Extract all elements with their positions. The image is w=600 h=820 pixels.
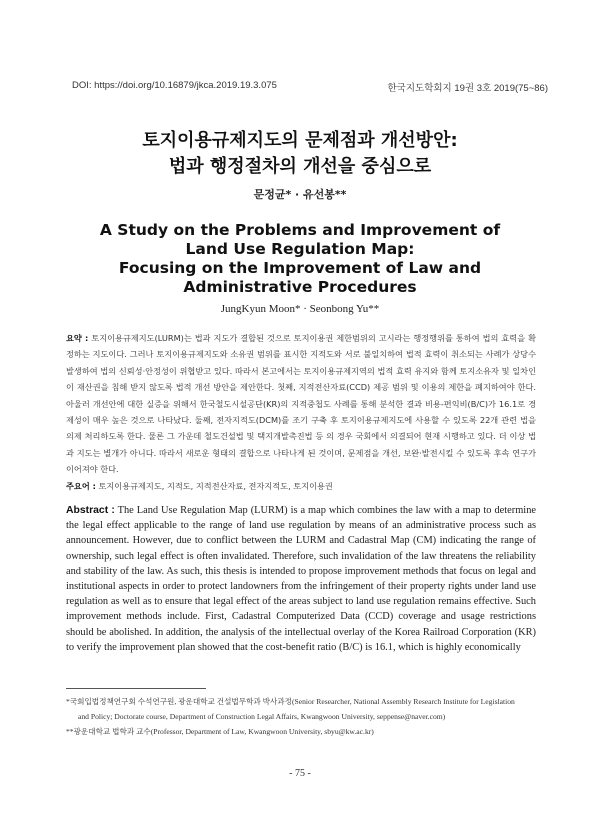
footnote-1 [66, 694, 540, 724]
english-title-line-1: A Study on the Problems and Improvement of [99, 221, 501, 239]
english-abstract-label: Abstract : [66, 505, 115, 516]
korean-authors: 문정균* · 유선봉** [253, 188, 347, 201]
korean-keywords-text: 토지이용규제지도, 지적도, 지적전산자료, 전자지적도, 토지이용권 [95, 481, 333, 491]
footnote-1-line-1: *국회입법정책연구회 수석연구원, 광운대학교 건설법무학과 박사과정(Senior Researcher, National Assembly Research Institute for Legislation [66, 697, 515, 706]
english-abstract [66, 503, 536, 655]
korean-keywords [66, 479, 536, 493]
footnote-2: **광운대학교 법학과 교수(Professor, Department of Law, Kwangwoon University, sbyu@kw.ac.kr) [66, 727, 374, 736]
footnote-divider [66, 688, 206, 689]
korean-title-line-1: 토지이용규제지도의 문제점과 개선방안: [142, 130, 458, 151]
footnotes [66, 694, 540, 739]
korean-abstract-label: 요약 : [66, 333, 89, 343]
english-abstract-text: The Land Use Regulation Map (LURM) is a map which combines the law with a map to determine the legal effect applicable to the range of land use regulation by means of an administrative process such as announcement. However, due to conflict between the LURM and Cadastral Map (CM) indicating the range of ownership, such legal effect is often invalidated. Therefore, such invalidation of the law threatens the reliability and stability of the law. As such, this thesis is intended to propose improvement methods that focus on legal and institutional aspects in order to protect landowners from the infringement of their property rights under land use regulation as well as to ensure that legal effect of the areas subject to land use regulation remains effective. Such improvement methods include. First, Cadastral Computerized Data (CCD) coverage and usage restrictions should be abolished. In addition, the analysis of the intellectual overlay of the Korea Railroad Corporation (KR) to verify the improvement plan showed that the cost-benefit ratio (B/C) is 16.1, which is highly economically [66, 505, 536, 653]
doi-line[interactable]: DOI: https://doi.org/10.16879/jkca.2019.19.3.075 [72, 80, 277, 91]
footnote-1-line-2: and Policy; Doctorate course, Department of Construction Legal Affairs, Kwangwoon University, seppense@naver.com) [78, 712, 446, 721]
korean-keywords-label: 주요어 : [66, 481, 96, 491]
korean-title-line-2: 법과 행정절차의 개선을 중심으로 [168, 156, 432, 177]
english-title-line-4: Administrative Procedures [183, 278, 417, 296]
english-title-line-2: Land Use Regulation Map: [185, 240, 415, 258]
page-number: - 75 - [289, 768, 311, 779]
journal-citation: 한국지도학회지 19권 3호 2019(75~86) [387, 83, 548, 94]
english-title-line-3: Focusing on the Improvement of Law and [118, 259, 482, 277]
english-authors: JungKyun Moon* · Seonbong Yu** [220, 303, 380, 315]
korean-abstract-text: 토지이용규제지도(LURM)는 법과 지도가 결합된 것으로 토지이용권 제한범위의 고시라는 행정행위를 통하여 법의 효력을 확정하는 지도이다. 그러나 토지이용규제지도와 소유권 범위를 표시한 지적도와 서로 불일치하여 법적 효력이 취소되는 사례가 상당수 발생하여 법의 신뢰성·안정성이 위협받고 있다. 따라서 본고에서는 토지이용규제지역의 법적 효력 유지와 함께 토지소유자 및 일차인이 재산권을 침해 받지 않도록 법적 개선 방안을 제안한다. 첫째, 지적전산자료(CCD) 제공 범위 및 이용의 제한을 폐지하여야 한다. 아울러 개선안에 대한 실증을 위해서 한국철도시설공단(KR)의 지적중첩도 사례를 통해 분석한 결과 비용-편익비(B/C)가 16.1로 경제성이 매우 높은 것으로 나타났다. 둘째, 전자지적도(DCM)를 조기 구축 후 토지이용규제지도에 사용할 수 있도록 22개 관련 법을 의제 처리하도록 한다. 물론 그 가운데 철도건설법 및 택지개발촉진법 등 의 경우 국회에서 의결되어 현재 시행하고 있다. 더 이상 법과 지도는 별개가 아니다. 따라서 새로운 형태의 결합으로 나타나게 된 것이며, 문제점을 개선, 보완·발전시킬 수 있도록 후속 연구가 이어져야 한다. [66, 333, 536, 475]
korean-abstract [66, 330, 536, 478]
